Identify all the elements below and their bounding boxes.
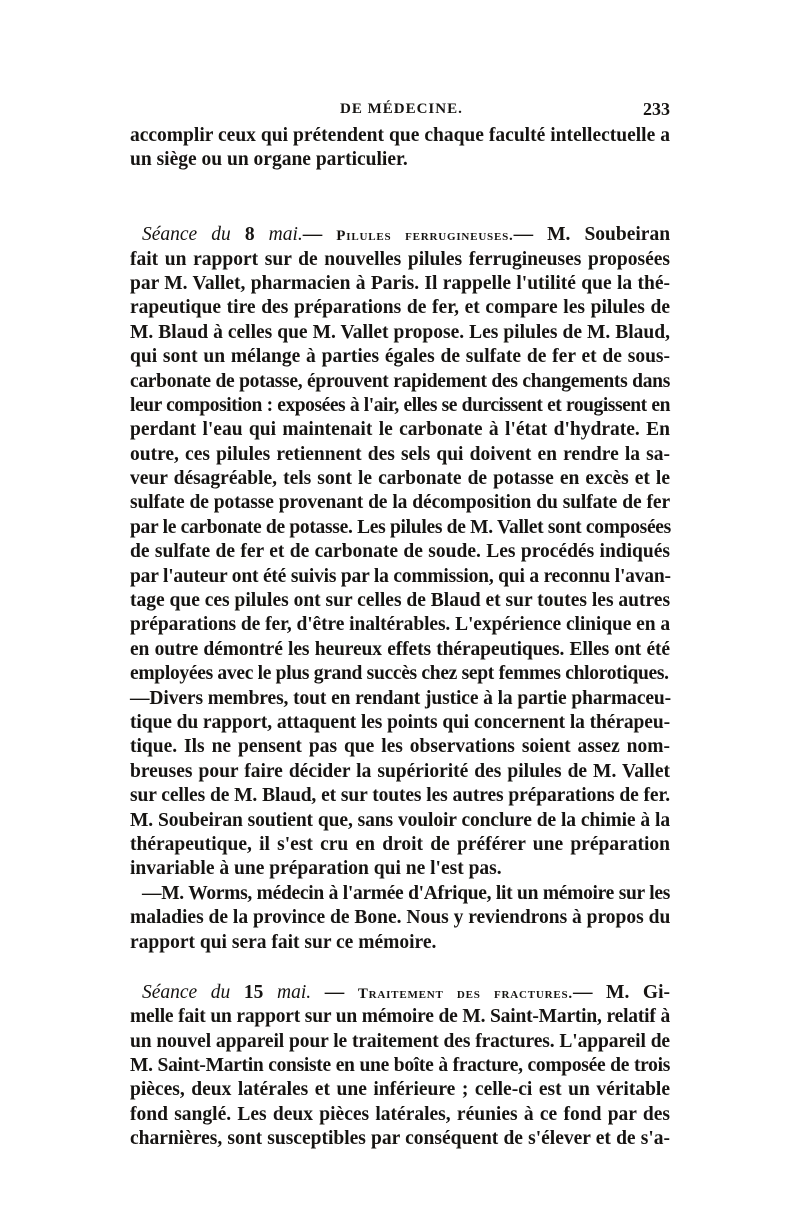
text-line: qui sont un mélange à parties égales de sulfate de fer et de sous-: [130, 346, 670, 368]
text-line: tique. Ils ne pensent pas que les observations soient assez nom-: [130, 736, 670, 758]
text-line: M. Blaud à celles que M. Vallet propose. Les pilules de M. Blaud,: [130, 321, 670, 343]
text-line: tage que ces pilules ont sur celles de Blaud et sur toutes les autres: [130, 590, 671, 612]
session-label: Séance du: [142, 224, 231, 246]
text-line: en outre démontré les heureux effets thérapeutiques. Elles ont été: [130, 638, 670, 660]
text-line: tique du rapport, attaquent les points qui concernent la thérapeu-: [130, 711, 670, 733]
text-line: fond sanglé. Les deux pièces latérales, réunies à ce fond par des: [130, 1103, 670, 1125]
text-line: rapeutique tire des préparations de fer, et compare les pilules de: [130, 297, 670, 319]
session-label: Séance du: [142, 981, 231, 1003]
section-heading-line: [130, 981, 670, 1005]
text-line: melle fait un rapport sur un mémoire de M. Saint-Martin, relatif à: [130, 1006, 670, 1028]
text-line: par l'auteur ont été suivis par la commission, qui a reconnu l'avan-: [130, 565, 671, 587]
text-line: un nouvel appareil pour le traitement des fractures. L'appareil de: [130, 1030, 670, 1052]
text-line: rapport qui sera fait sur ce mémoire.: [130, 931, 437, 953]
text-line: breuses pour faire décider la supériorité des pilules de M. Vallet: [130, 760, 670, 782]
text-line: perdant l'eau qui maintenait le carbonate à l'état d'hydrate. En: [130, 419, 670, 441]
heading-continuation: — M. Gi-: [572, 981, 671, 1003]
text-line: —Divers membres, tout en rendant justice à la partie pharmaceu-: [130, 687, 672, 709]
text-line: employées avec le plus grand succès chez sept femmes chlorotiques.: [130, 663, 669, 685]
heading-continuation: — M. Soubeiran: [513, 224, 671, 246]
heading-dash: —: [324, 981, 345, 1003]
text-line: accomplir ceux qui prétendent que chaque faculté intellectuelle a: [130, 125, 670, 146]
text-line: charnières, sont susceptibles par conséquent de s'élever et de s'a-: [130, 1128, 670, 1150]
page-body: [130, 124, 670, 1152]
text-line: leur composition : exposées à l'air, elles se durcissent et rougissent en: [130, 394, 670, 416]
text-line: maladies de la province de Bone. Nous y reviendrons à propos du: [130, 907, 671, 929]
text-line: sulfate de potasse provenant de la décomposition du sulfate de fer: [130, 492, 670, 514]
text-line: carbonate de potasse, éprouvent rapidement des changements dans: [130, 370, 670, 392]
session-date: 15: [243, 981, 264, 1003]
text-line: pièces, deux latérales et une inférieure ; celle-ci est un véritable: [130, 1079, 670, 1101]
text-line: préparations de fer, d'être inaltérables. L'expérience clinique en a: [130, 614, 670, 636]
text-line: par le carbonate de potasse. Les pilules de M. Vallet sont composées: [130, 516, 671, 538]
text-line: fait un rapport sur de nouvelles pilules ferrugineuses proposées: [130, 248, 670, 270]
section-heading-line: [130, 223, 670, 247]
text-line: un siège ou un organe particulier.: [130, 149, 408, 171]
text-line: veur désagréable, tels sont le carbonate de potasse en excès et le: [130, 468, 670, 490]
text-line: thérapeutique, il s'est cru en droit de préférer une préparation: [130, 833, 670, 855]
session-month: mai.: [268, 224, 303, 246]
text-line: invariable à une préparation qui ne l'est pas.: [130, 858, 502, 880]
session-month: mai.: [277, 981, 312, 1003]
running-head: [130, 101, 670, 123]
section-heading: Traitement des fractures.: [357, 985, 573, 1002]
text-line: M. Soubeiran soutient que, sans vouloir conclure de la chimie à la: [130, 809, 670, 831]
page-number: 233: [643, 99, 670, 119]
running-title: DE MÉDECINE.: [340, 101, 463, 117]
text-line: M. Saint-Martin consiste en une boîte à fracture, composée de trois: [130, 1055, 670, 1077]
text-line: —M. Worms, médecin à l'armée d'Afrique, lit un mémoire sur les: [142, 882, 670, 904]
section-heading: Pilules ferrugineuses.: [336, 228, 514, 245]
text-line: de sulfate de fer et de carbonate de soude. Les procédés indiqués: [130, 541, 670, 563]
text-line: outre, ces pilules retiennent des sels qui doivent en rendre la sa-: [130, 443, 670, 465]
session-date: 8: [244, 224, 255, 246]
text-line: sur celles de M. Blaud, et sur toutes les autres préparations de fer.: [130, 785, 670, 807]
heading-dash: —: [302, 224, 323, 246]
text-line: par M. Vallet, pharmacien à Paris. Il rappelle l'utilité que la thé-: [130, 272, 670, 294]
